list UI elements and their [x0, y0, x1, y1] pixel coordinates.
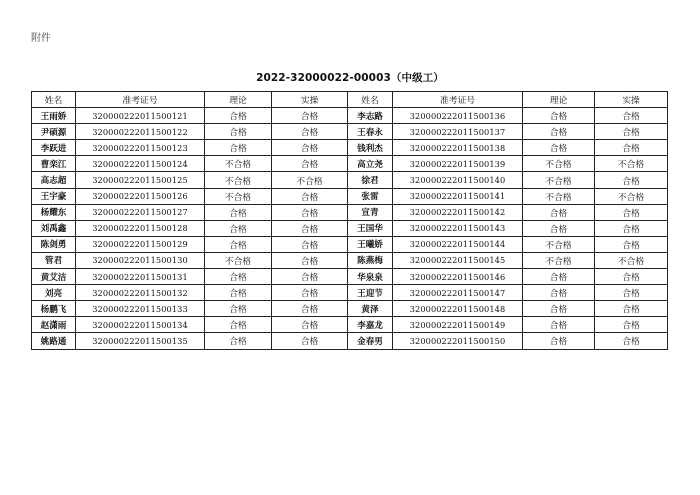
cell-name-right: 高立尧	[348, 156, 393, 172]
cell-theory-right: 不合格	[523, 252, 595, 268]
cell-ticket-left: 320000222011500124	[76, 156, 205, 172]
cell-ticket-right: 320000222011500142	[393, 204, 523, 220]
header-theory-right: 理论	[523, 92, 595, 108]
cell-name-right: 王国华	[348, 220, 393, 236]
header-name-right: 姓名	[348, 92, 393, 108]
cell-name-left: 王雨娇	[32, 108, 76, 124]
cell-name-left: 管君	[32, 252, 76, 268]
cell-theory-left: 不合格	[205, 252, 272, 268]
cell-theory-left: 合格	[205, 124, 272, 140]
table-header-row	[32, 92, 668, 108]
table-row	[32, 140, 668, 156]
cell-name-left: 李跃进	[32, 140, 76, 156]
cell-practice-right: 合格	[595, 285, 668, 301]
cell-name-right: 王迎节	[348, 285, 393, 301]
cell-ticket-left: 320000222011500134	[76, 317, 205, 333]
cell-ticket-left: 320000222011500127	[76, 204, 205, 220]
cell-ticket-right: 320000222011500150	[393, 333, 523, 349]
cell-name-left: 杨耀东	[32, 204, 76, 220]
cell-theory-left: 合格	[205, 220, 272, 236]
cell-practice-right: 合格	[595, 140, 668, 156]
header-ticket-right: 准考证号	[393, 92, 523, 108]
cell-theory-right: 合格	[523, 220, 595, 236]
cell-practice-left: 合格	[272, 333, 348, 349]
cell-name-right: 王春永	[348, 124, 393, 140]
cell-practice-right: 合格	[595, 269, 668, 285]
cell-name-left: 曹栾江	[32, 156, 76, 172]
cell-ticket-right: 320000222011500145	[393, 252, 523, 268]
cell-ticket-left: 320000222011500130	[76, 252, 205, 268]
cell-name-right: 黄泽	[348, 301, 393, 317]
cell-name-right: 宣青	[348, 204, 393, 220]
cell-ticket-right: 320000222011500146	[393, 269, 523, 285]
cell-ticket-left: 320000222011500135	[76, 333, 205, 349]
cell-theory-left: 合格	[205, 285, 272, 301]
cell-practice-right: 不合格	[595, 252, 668, 268]
cell-ticket-left: 320000222011500132	[76, 285, 205, 301]
cell-ticket-right: 320000222011500136	[393, 108, 523, 124]
cell-ticket-left: 320000222011500123	[76, 140, 205, 156]
cell-practice-left: 合格	[272, 252, 348, 268]
table-body	[32, 108, 668, 349]
cell-practice-right: 合格	[595, 124, 668, 140]
cell-name-left: 尹硕源	[32, 124, 76, 140]
table-row	[32, 269, 668, 285]
cell-ticket-left: 320000222011500128	[76, 220, 205, 236]
cell-theory-left: 合格	[205, 236, 272, 252]
cell-theory-left: 不合格	[205, 156, 272, 172]
cell-name-left: 高志超	[32, 172, 76, 188]
cell-name-left: 姚路通	[32, 333, 76, 349]
cell-name-right: 金春男	[348, 333, 393, 349]
cell-name-right: 王曦娇	[348, 236, 393, 252]
cell-practice-right: 合格	[595, 108, 668, 124]
cell-practice-right: 合格	[595, 220, 668, 236]
cell-ticket-left: 320000222011500126	[76, 188, 205, 204]
header-practice-left: 实操	[272, 92, 348, 108]
cell-theory-left: 合格	[205, 140, 272, 156]
document-title: 2022-32000022-00003（中级工）	[256, 72, 444, 84]
cell-practice-left: 合格	[272, 108, 348, 124]
cell-name-left: 王宇豪	[32, 188, 76, 204]
cell-practice-left: 合格	[272, 140, 348, 156]
cell-name-right: 徐君	[348, 172, 393, 188]
cell-theory-left: 合格	[205, 333, 272, 349]
table-row	[32, 188, 668, 204]
table-row	[32, 204, 668, 220]
table-row	[32, 301, 668, 317]
cell-practice-left: 合格	[272, 236, 348, 252]
cell-name-right: 李志路	[348, 108, 393, 124]
cell-practice-right: 合格	[595, 236, 668, 252]
cell-ticket-right: 320000222011500143	[393, 220, 523, 236]
cell-name-right: 华泉泉	[348, 269, 393, 285]
cell-theory-right: 不合格	[523, 156, 595, 172]
cell-theory-left: 不合格	[205, 172, 272, 188]
cell-practice-left: 合格	[272, 188, 348, 204]
cell-ticket-right: 320000222011500139	[393, 156, 523, 172]
table-row	[32, 236, 668, 252]
cell-ticket-left: 320000222011500129	[76, 236, 205, 252]
cell-theory-right: 合格	[523, 204, 595, 220]
cell-ticket-left: 320000222011500122	[76, 124, 205, 140]
cell-theory-right: 合格	[523, 285, 595, 301]
cell-theory-left: 不合格	[205, 188, 272, 204]
cell-theory-right: 合格	[523, 124, 595, 140]
cell-theory-right: 合格	[523, 269, 595, 285]
cell-practice-right: 合格	[595, 333, 668, 349]
cell-ticket-right: 320000222011500141	[393, 188, 523, 204]
cell-ticket-right: 320000222011500148	[393, 301, 523, 317]
cell-practice-right: 合格	[595, 301, 668, 317]
table-row	[32, 333, 668, 349]
results-table	[31, 91, 668, 350]
cell-practice-right: 不合格	[595, 188, 668, 204]
cell-practice-left: 合格	[272, 156, 348, 172]
cell-practice-left: 合格	[272, 317, 348, 333]
table-row	[32, 285, 668, 301]
table-row	[32, 156, 668, 172]
cell-practice-left: 合格	[272, 301, 348, 317]
cell-name-left: 杨鹏飞	[32, 301, 76, 317]
cell-theory-right: 合格	[523, 301, 595, 317]
cell-name-left: 刘亮	[32, 285, 76, 301]
cell-ticket-right: 320000222011500149	[393, 317, 523, 333]
cell-ticket-right: 320000222011500137	[393, 124, 523, 140]
cell-name-right: 张雷	[348, 188, 393, 204]
cell-practice-right: 合格	[595, 317, 668, 333]
cell-practice-left: 合格	[272, 269, 348, 285]
cell-practice-left: 不合格	[272, 172, 348, 188]
table-row	[32, 317, 668, 333]
table-row	[32, 220, 668, 236]
cell-theory-left: 合格	[205, 204, 272, 220]
header-name-left: 姓名	[32, 92, 76, 108]
cell-theory-left: 合格	[205, 269, 272, 285]
attachment-label: 附件	[31, 33, 51, 44]
cell-practice-right: 合格	[595, 172, 668, 188]
table-row	[32, 172, 668, 188]
cell-name-left: 黄艾洁	[32, 269, 76, 285]
header-practice-right: 实操	[595, 92, 668, 108]
cell-theory-left: 合格	[205, 301, 272, 317]
cell-practice-left: 合格	[272, 220, 348, 236]
cell-theory-right: 不合格	[523, 236, 595, 252]
cell-ticket-right: 320000222011500140	[393, 172, 523, 188]
cell-theory-right: 不合格	[523, 188, 595, 204]
header-ticket-left: 准考证号	[76, 92, 205, 108]
header-theory-left: 理论	[205, 92, 272, 108]
cell-ticket-left: 320000222011500133	[76, 301, 205, 317]
cell-practice-right: 不合格	[595, 156, 668, 172]
cell-ticket-right: 320000222011500144	[393, 236, 523, 252]
cell-ticket-left: 320000222011500131	[76, 269, 205, 285]
cell-practice-right: 合格	[595, 204, 668, 220]
cell-theory-left: 合格	[205, 108, 272, 124]
cell-theory-right: 合格	[523, 317, 595, 333]
cell-name-left: 陈剑勇	[32, 236, 76, 252]
cell-theory-right: 合格	[523, 333, 595, 349]
cell-name-left: 赵潇雨	[32, 317, 76, 333]
cell-ticket-right: 320000222011500147	[393, 285, 523, 301]
cell-practice-left: 合格	[272, 124, 348, 140]
cell-name-right: 李嘉龙	[348, 317, 393, 333]
cell-ticket-left: 320000222011500125	[76, 172, 205, 188]
cell-theory-left: 合格	[205, 317, 272, 333]
cell-ticket-right: 320000222011500138	[393, 140, 523, 156]
cell-name-left: 刘禹鑫	[32, 220, 76, 236]
cell-ticket-left: 320000222011500121	[76, 108, 205, 124]
table-row	[32, 108, 668, 124]
cell-name-right: 钱利杰	[348, 140, 393, 156]
table-row	[32, 124, 668, 140]
cell-practice-left: 合格	[272, 285, 348, 301]
cell-name-right: 陈燕梅	[348, 252, 393, 268]
cell-theory-right: 不合格	[523, 172, 595, 188]
cell-practice-left: 合格	[272, 204, 348, 220]
cell-theory-right: 合格	[523, 140, 595, 156]
table-row	[32, 252, 668, 268]
cell-theory-right: 合格	[523, 108, 595, 124]
